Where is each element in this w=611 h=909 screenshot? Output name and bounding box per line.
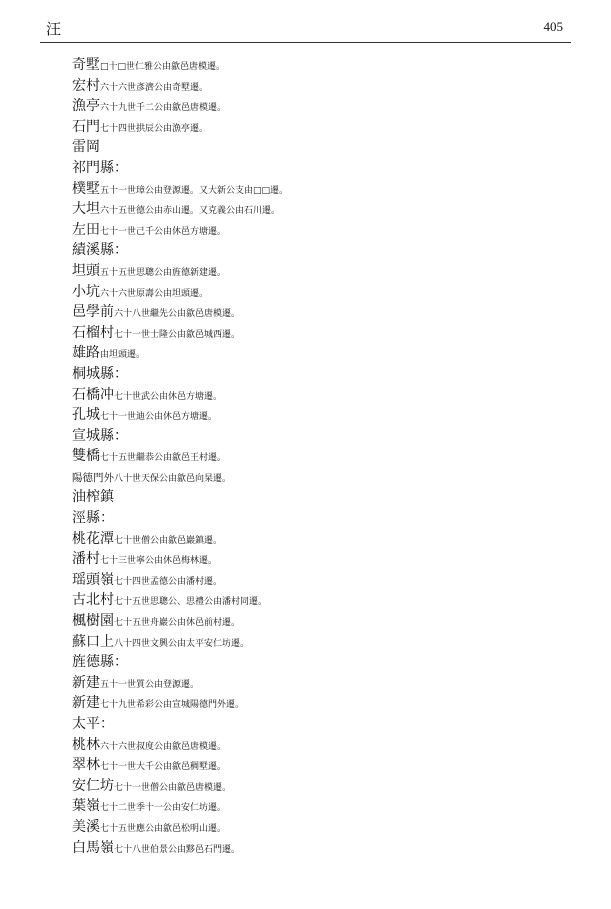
entry-line bbox=[72, 610, 572, 631]
entry-line bbox=[72, 795, 572, 816]
entry-line bbox=[72, 198, 572, 219]
place-name: 績溪縣： bbox=[72, 242, 128, 259]
place-name: 陽德門外 bbox=[72, 471, 114, 484]
place-name: 孔城 bbox=[72, 407, 100, 424]
place-name: 祁門縣： bbox=[72, 159, 128, 176]
entry-line bbox=[72, 589, 572, 610]
migration-note: 七十五世思聰公、思禮公由潘村同遷。 bbox=[114, 597, 268, 608]
entry-line bbox=[72, 548, 572, 569]
migration-note: 七十一世大千公由歙邑稠墅遷。 bbox=[100, 762, 227, 773]
place-name: 新建 bbox=[72, 674, 100, 691]
entry-line bbox=[72, 75, 572, 96]
migration-note: 七十五世應公由歙邑松明山遷。 bbox=[100, 823, 227, 834]
entry-line bbox=[72, 837, 572, 858]
migration-note: 七十二世季十一公由安仁坊遷。 bbox=[100, 803, 227, 814]
entry-line bbox=[72, 486, 572, 507]
place-name: 古北村 bbox=[72, 592, 114, 609]
place-name: 桃林 bbox=[72, 736, 100, 753]
migration-note: 八十四世文興公由太平安仁坊遷。 bbox=[114, 638, 250, 649]
entry-line bbox=[72, 363, 572, 384]
place-name: 宣城縣： bbox=[72, 427, 128, 444]
entry-line bbox=[72, 528, 572, 549]
migration-note: 七十三世寧公由休邑梅林遷。 bbox=[100, 556, 218, 567]
migration-note: 七十一世僧公由歙邑唐模遷。 bbox=[114, 782, 232, 793]
migration-note: 七十八世伯景公由黟邑石門遷。 bbox=[114, 844, 241, 855]
place-name: 雷岡 bbox=[72, 139, 100, 156]
migration-note: 七十五世舟巖公由休邑前村遷。 bbox=[114, 618, 241, 629]
place-name: 漁亭 bbox=[72, 98, 100, 115]
migration-note: 六十五世德公由赤山遷。又克義公由石川遷。 bbox=[100, 206, 281, 217]
place-name: 桐城縣： bbox=[72, 365, 128, 382]
migration-note: 五十一世質公由登源遷。 bbox=[100, 679, 200, 690]
entry-line bbox=[72, 754, 572, 775]
entry-line bbox=[72, 219, 572, 240]
entry-line bbox=[72, 178, 572, 199]
entry-line bbox=[72, 672, 572, 693]
migration-note: 七十四世拱辰公由漁亭遷。 bbox=[100, 123, 209, 134]
entry-line bbox=[72, 384, 572, 405]
place-name: 左田 bbox=[72, 221, 100, 238]
place-name: 蘇口上 bbox=[72, 633, 114, 650]
entry-line bbox=[72, 136, 572, 157]
place-name: 雄路 bbox=[72, 345, 100, 362]
entry-line bbox=[72, 692, 572, 713]
place-name: 雙橋 bbox=[72, 448, 100, 465]
migration-note: 六十九世千二公由歙邑唐模遷。 bbox=[100, 103, 227, 114]
entry-line bbox=[72, 301, 572, 322]
migration-note: 五十五世思聰公由旌德新建遷。 bbox=[100, 267, 227, 278]
entry-line bbox=[72, 404, 572, 425]
place-name: 瑶頭嶺 bbox=[72, 571, 114, 588]
entry-list bbox=[72, 54, 572, 857]
place-name: 奇墅 bbox=[72, 57, 100, 73]
migration-note: 七十世武公由休邑方塘遷。 bbox=[114, 391, 223, 402]
entry-line bbox=[72, 651, 572, 672]
place-name: 油榨鎮 bbox=[72, 489, 114, 506]
migration-note: 六十六世叔度公由歙邑唐模遷。 bbox=[100, 741, 227, 752]
place-name: 白馬嶺 bbox=[72, 839, 114, 856]
migration-note: □十□世仁雅公由歙邑唐模遷。 bbox=[100, 62, 226, 72]
migration-note: 五十一世璋公由登源遷。又大新公支由□□遷。 bbox=[100, 185, 289, 196]
entry-line bbox=[72, 157, 572, 178]
migration-note: 七十一世迪公由休邑方塘遷。 bbox=[100, 412, 218, 423]
migration-note: 八十世天保公由歙邑向杲遷。 bbox=[114, 473, 232, 484]
entry-line bbox=[72, 54, 572, 75]
header-title: 汪 bbox=[46, 20, 62, 38]
place-name: 安仁坊 bbox=[72, 777, 114, 794]
place-name: 石榴村 bbox=[72, 324, 114, 341]
place-name: 大坦 bbox=[72, 201, 100, 218]
entry-line bbox=[72, 507, 572, 528]
entry-line bbox=[72, 734, 572, 755]
entry-line bbox=[72, 775, 572, 796]
entry-line bbox=[72, 239, 572, 260]
migration-note: 七十一世己千公由休邑方塘遷。 bbox=[100, 226, 227, 237]
place-name: 美溪 bbox=[72, 818, 100, 835]
entry-line bbox=[72, 569, 572, 590]
place-name: 新建 bbox=[72, 695, 100, 712]
migration-note: 由坦頭遷。 bbox=[100, 350, 146, 361]
place-name: 石門 bbox=[72, 118, 100, 135]
place-name: 坦頭 bbox=[72, 262, 100, 279]
entry-line bbox=[72, 713, 572, 734]
page-header bbox=[40, 16, 571, 43]
entry-line bbox=[72, 445, 572, 466]
entry-line bbox=[72, 116, 572, 137]
migration-note: 七十世僧公由歙邑巖鎮遷。 bbox=[114, 535, 223, 546]
entry-line bbox=[72, 260, 572, 281]
place-name: 樸墅 bbox=[72, 180, 100, 197]
entry-line bbox=[72, 342, 572, 363]
place-name: 潘村 bbox=[72, 551, 100, 568]
place-name: 小坑 bbox=[72, 283, 100, 300]
place-name: 太平： bbox=[72, 716, 114, 732]
migration-note: 七十五世繼恭公由歙邑王村遷。 bbox=[100, 453, 227, 464]
migration-note: 七十一世士隆公由歙邑城西遷。 bbox=[114, 329, 241, 340]
place-name: 邑學前 bbox=[72, 304, 114, 321]
entry-line bbox=[72, 425, 572, 446]
page-number: 405 bbox=[543, 19, 563, 34]
place-name: 旌德縣： bbox=[72, 654, 128, 671]
migration-note: 六十六世彥濟公由奇墅遷。 bbox=[100, 82, 209, 93]
place-name: 楓樹園 bbox=[72, 613, 114, 630]
migration-note: 六十八世繼先公由歙邑唐模遷。 bbox=[114, 309, 241, 320]
place-name: 桃花潭 bbox=[72, 530, 114, 547]
entry-line bbox=[72, 281, 572, 302]
migration-note: 七十九世希彩公由宣城陽德門外遷。 bbox=[100, 700, 245, 711]
migration-note: 六十六世原壽公由坦頭遷。 bbox=[100, 288, 209, 299]
entry-line bbox=[72, 95, 572, 116]
place-name: 涇縣： bbox=[72, 510, 114, 527]
place-name: 宏村 bbox=[72, 77, 100, 94]
place-name: 石橋冲 bbox=[72, 386, 114, 403]
entry-line bbox=[72, 322, 572, 343]
entry-line bbox=[72, 466, 572, 487]
place-name: 葉嶺 bbox=[72, 798, 100, 815]
entry-line bbox=[72, 631, 572, 652]
entry-line bbox=[72, 816, 572, 837]
migration-note: 七十四世孟德公由潘村遷。 bbox=[114, 576, 223, 587]
place-name: 翠林 bbox=[72, 757, 100, 774]
